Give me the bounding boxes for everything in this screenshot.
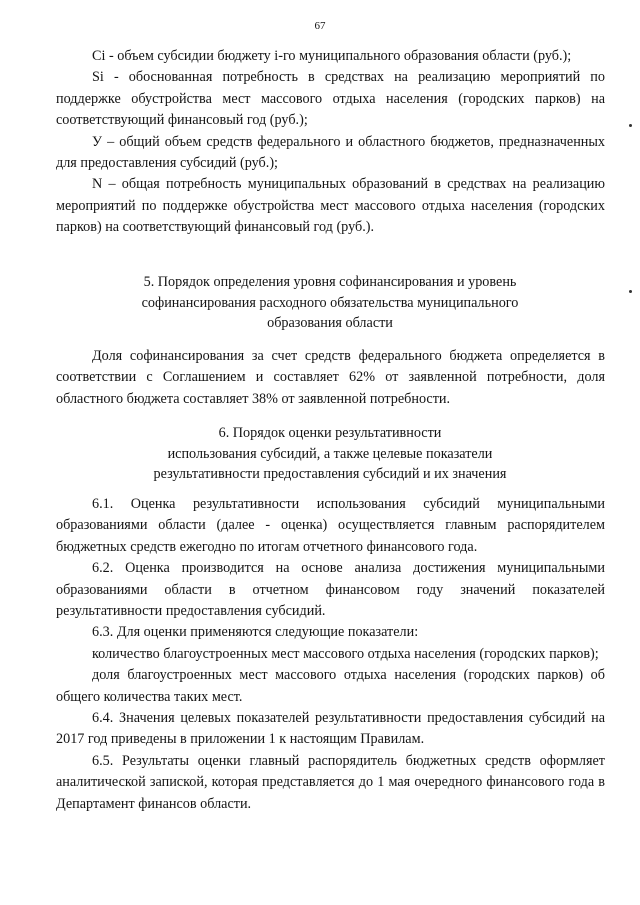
paragraph-6-2: 6.2. Оценка производится на основе анализа достижения муниципальными образованиями области в отчетном финансовом году значений показателей результативности предоставления субсидий.: [56, 560, 605, 620]
section5-heading-line: 5. Порядок определения уровня софинансирования и уровень: [143, 274, 517, 290]
definitions-block: [56, 46, 605, 239]
definition-ci: Ci - объем субсидии бюджету i-го муниципального образования области (руб.);: [92, 48, 572, 64]
paragraph-6-1: 6.1. Оценка результативности использования субсидий муниципальными образованиями области (далее - оценка) осуществляется главным распорядителем бюджетных средств ежегодно по итогам отчетного финансового года.: [56, 496, 605, 555]
page-number: 67: [314, 20, 326, 32]
section6-heading-line: 6. Порядок оценки результативности: [218, 425, 442, 441]
definition-n: N – общая потребность муниципальных образований в средствах на реализацию мероприятий по поддержке обустройства мест массового отдыха населения (городских парков) на соответствующий финансовый год (руб.).: [56, 176, 605, 236]
paragraph-6-4: 6.4. Значения целевых показателей результативности предоставления субсидий на 2017 год приведены в приложении 1 к настоящим Правилам.: [56, 710, 605, 748]
paragraph-6-3: 6.3. Для оценки применяются следующие показатели:: [92, 624, 419, 641]
section6-heading: [120, 423, 540, 485]
definition-si: Si - обоснованная потребность в средствах на реализацию мероприятий по поддержке обустройства мест массового отдыха населения (городских парков) на соответствующий финансовый год (руб.);: [56, 69, 605, 129]
section6-heading-line: результативности предоставления субсидий и их значения: [153, 466, 507, 482]
indicator-count: количество благоустроенных мест массового отдыха населения (городских парков);: [92, 645, 599, 662]
scan-speck: [629, 124, 632, 127]
section6-heading-line: использования субсидий, а также целевые показатели: [167, 445, 493, 462]
section6-body: [56, 494, 605, 815]
section5-paragraph: Доля софинансирования за счет средств федерального бюджета определяется в соответствии с Соглашением и составляет 62% от заявленной потребности, доля областного бюджета составляет 38% от заявленной потребности.: [56, 348, 605, 407]
section5-heading: [120, 272, 540, 334]
indicator-share: доля благоустроенных мест массового отдыха населения (городских парков) об общего количества таких мест.: [56, 667, 605, 705]
paragraph-6-5: 6.5. Результаты оценки главный распорядитель бюджетных средств оформляет аналитической запиской, которая представляется до 1 мая очередного финансового года в Департамент финансов области.: [56, 752, 605, 812]
definition-u: У – общий объем средств федерального и областного бюджетов, предназначенных для предоставления субсидий (руб.);: [56, 133, 605, 172]
section5-body: [56, 346, 605, 410]
section5-heading-line: софинансирования расходного обязательства муниципального: [141, 294, 519, 311]
scan-speck: [629, 290, 632, 293]
section5-heading-line: образования области: [267, 315, 393, 331]
